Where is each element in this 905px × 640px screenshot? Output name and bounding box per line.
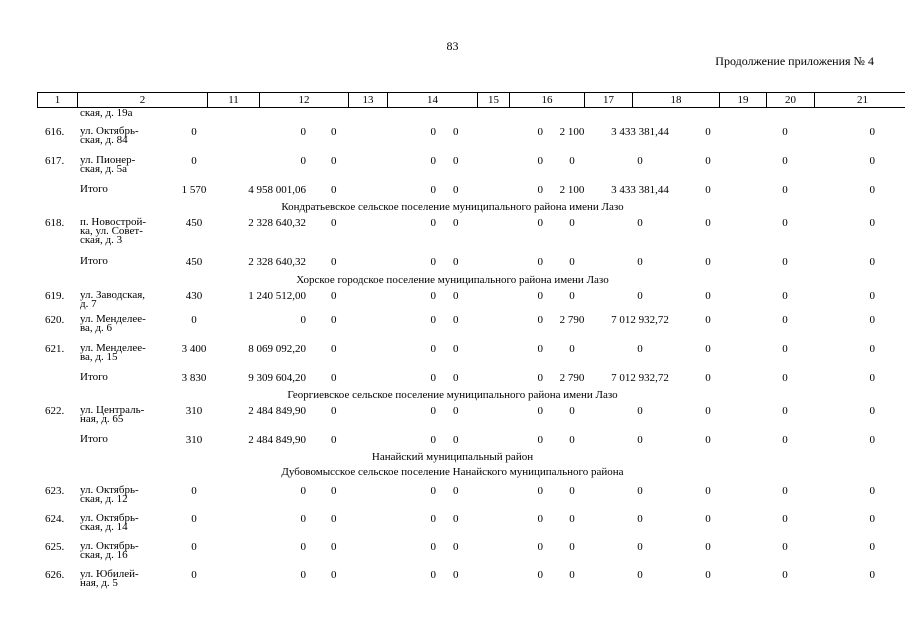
cell-col-14: 0 [430,184,436,196]
cell-col-19: 0 [705,569,711,581]
cell-col-14: 0 [430,126,436,138]
cell-col-21: 0 [869,372,875,384]
cell-col-15: 0 [453,434,459,446]
cell-col-13: 0 [331,434,337,446]
cell-col-13: 0 [331,126,337,138]
column-header: 18 [633,93,720,108]
cell-col-17: 0 [569,343,575,355]
cell-col-14: 0 [430,256,436,268]
cell-col-14: 0 [430,155,436,167]
section-title: Кондратьевское сельское поселение муниципального района имени Лазо [281,201,624,213]
cell-col-20: 0 [782,126,788,138]
cell-col-19: 0 [705,485,711,497]
cell-col-13: 0 [331,184,337,196]
cell-col-15: 0 [453,256,459,268]
column-header: 16 [510,93,585,108]
row-number: 626. [45,569,65,581]
cell-col-11: 450 [185,256,203,268]
row-number: 616. [45,126,65,138]
cell-col-13: 0 [331,372,337,384]
cell-col-17: 2 100 [559,126,585,138]
cell-col-11: 3 830 [181,372,207,384]
row-number: 619. [45,290,65,302]
address-cell: п. Новострой- ка, ул. Совет- ская, д. 3 [80,216,147,246]
cell-col-13: 0 [331,343,337,355]
column-header: 2 [78,93,208,108]
cell-col-17: 0 [569,541,575,553]
table-row [0,218,905,257]
cell-col-17: 2 790 [559,314,585,326]
cell-col-14: 0 [430,290,436,302]
row-number: 624. [45,513,65,525]
section-title: Георгиевское сельское поселение муниципального района имени Лазо [287,389,618,401]
cell-col-13: 0 [331,541,337,553]
cell-col-20: 0 [782,434,788,446]
table-row [0,344,905,373]
column-header: 13 [349,93,388,108]
cell-col-18: 0 [637,485,643,497]
cell-col-21: 0 [869,343,875,355]
cell-col-12: 0 [300,513,306,525]
address-cell: ул. Менделее- ва, д. 6 [80,313,146,334]
cell-col-21: 0 [869,405,875,417]
cell-col-11: 0 [191,569,197,581]
cell-col-18: 0 [637,155,643,167]
cell-col-12: 2 328 640,32 [248,217,306,229]
cell-col-13: 0 [331,405,337,417]
cell-col-16: 0 [537,314,543,326]
row-number: 621. [45,343,65,355]
cell-col-13: 0 [331,569,337,581]
column-header-table [37,92,905,108]
table-row [0,406,905,435]
cell-col-12: 1 240 512,00 [248,290,306,302]
cell-col-21: 0 [869,256,875,268]
continuation-label: Продолжение приложения № 4 [715,54,874,68]
cell-col-20: 0 [782,155,788,167]
cell-col-17: 2 100 [559,184,585,196]
cell-col-18: 0 [637,343,643,355]
carry-over-text: ская, д. 19а [80,107,133,119]
address-cell: ул. Октябрь- ская, д. 14 [80,512,139,533]
cell-col-16: 0 [537,372,543,384]
cell-col-21: 0 [869,155,875,167]
row-number: 625. [45,541,65,553]
cell-col-14: 0 [430,217,436,229]
cell-col-18: 3 433 381,44 [611,184,669,196]
cell-col-11: 1 570 [181,184,207,196]
cell-col-19: 0 [705,314,711,326]
cell-col-11: 310 [185,405,203,417]
section-title: Хорское городское поселение муниципального района имени Лазо [296,274,609,286]
cell-col-18: 7 012 932,72 [611,314,669,326]
cell-col-19: 0 [705,217,711,229]
cell-col-11: 3 400 [181,343,207,355]
cell-col-18: 3 433 381,44 [611,126,669,138]
cell-col-14: 0 [430,405,436,417]
cell-col-20: 0 [782,541,788,553]
cell-col-12: 0 [300,485,306,497]
address-cell: ул. Октябрь- ская, д. 12 [80,484,139,505]
cell-col-13: 0 [331,155,337,167]
cell-col-19: 0 [705,184,711,196]
cell-col-18: 0 [637,256,643,268]
column-header: 1 [38,93,78,108]
cell-col-13: 0 [331,485,337,497]
cell-col-15: 0 [453,155,459,167]
page-number: 83 [446,39,459,53]
table-row [0,542,905,570]
cell-col-19: 0 [705,155,711,167]
cell-col-18: 0 [637,217,643,229]
cell-col-12: 2 484 849,90 [248,405,306,417]
row-number: 620. [45,314,65,326]
cell-col-20: 0 [782,256,788,268]
cell-col-19: 0 [705,126,711,138]
cell-col-14: 0 [430,314,436,326]
cell-col-20: 0 [782,217,788,229]
cell-col-20: 0 [782,290,788,302]
cell-col-17: 0 [569,569,575,581]
cell-col-19: 0 [705,513,711,525]
cell-col-13: 0 [331,314,337,326]
cell-col-18: 0 [637,541,643,553]
cell-col-15: 0 [453,126,459,138]
cell-col-21: 0 [869,217,875,229]
cell-col-14: 0 [430,569,436,581]
cell-col-20: 0 [782,569,788,581]
cell-col-20: 0 [782,405,788,417]
column-header: 12 [260,93,349,108]
cell-col-15: 0 [453,513,459,525]
row-number: 617. [45,155,65,167]
total-label: Итого [80,255,108,267]
cell-col-19: 0 [705,343,711,355]
cell-col-16: 0 [537,485,543,497]
cell-col-18: 0 [637,513,643,525]
cell-col-16: 0 [537,155,543,167]
cell-col-21: 0 [869,126,875,138]
cell-col-17: 0 [569,405,575,417]
cell-col-17: 0 [569,155,575,167]
cell-col-17: 0 [569,513,575,525]
total-label: Итого [80,433,108,445]
table-row [0,514,905,542]
section-title: Нанайский муниципальный район [371,451,534,463]
cell-col-14: 0 [430,343,436,355]
cell-col-16: 0 [537,290,543,302]
cell-col-20: 0 [782,343,788,355]
cell-col-20: 0 [782,513,788,525]
row-number: 622. [45,405,65,417]
cell-col-19: 0 [705,290,711,302]
cell-col-21: 0 [869,485,875,497]
cell-col-11: 0 [191,126,197,138]
cell-col-20: 0 [782,372,788,384]
address-cell: ул. Заводская, д. 7 [80,289,146,310]
total-label: Итого [80,183,108,195]
cell-col-20: 0 [782,184,788,196]
cell-col-21: 0 [869,434,875,446]
cell-col-21: 0 [869,541,875,553]
cell-col-21: 0 [869,314,875,326]
cell-col-21: 0 [869,290,875,302]
cell-col-12: 2 484 849,90 [248,434,306,446]
total-label: Итого [80,371,108,383]
cell-col-16: 0 [537,513,543,525]
cell-col-12: 9 309 604,20 [248,372,306,384]
cell-col-14: 0 [430,372,436,384]
cell-col-14: 0 [430,434,436,446]
cell-col-11: 0 [191,155,197,167]
row-number: 618. [45,217,65,229]
column-header: 17 [585,93,633,108]
cell-col-16: 0 [537,405,543,417]
address-cell: ул. Октябрь- ская, д. 16 [80,540,139,561]
cell-col-15: 0 [453,184,459,196]
cell-col-18: 0 [637,434,643,446]
cell-col-12: 4 958 001,06 [248,184,306,196]
address-cell: ул. Юбилей- ная, д. 5 [80,568,139,589]
column-header: 19 [720,93,767,108]
cell-col-17: 0 [569,434,575,446]
table-row [0,127,905,156]
cell-col-16: 0 [537,541,543,553]
cell-col-21: 0 [869,569,875,581]
cell-col-13: 0 [331,290,337,302]
column-header: 21 [815,93,905,108]
cell-col-19: 0 [705,256,711,268]
cell-col-12: 0 [300,314,306,326]
column-header: 11 [208,93,260,108]
cell-col-19: 0 [705,372,711,384]
cell-col-18: 0 [637,569,643,581]
cell-col-19: 0 [705,434,711,446]
cell-col-14: 0 [430,513,436,525]
cell-col-15: 0 [453,569,459,581]
cell-col-16: 0 [537,569,543,581]
row-number: 623. [45,485,65,497]
cell-col-15: 0 [453,372,459,384]
address-cell: ул. Менделее- ва, д. 15 [80,342,146,363]
cell-col-16: 0 [537,256,543,268]
address-cell: ул. Пионер- ская, д. 5а [80,154,136,175]
cell-col-14: 0 [430,541,436,553]
cell-col-12: 0 [300,126,306,138]
cell-col-13: 0 [331,217,337,229]
cell-col-11: 0 [191,513,197,525]
cell-col-16: 0 [537,126,543,138]
cell-col-15: 0 [453,541,459,553]
table-row [0,486,905,514]
cell-col-11: 310 [185,434,203,446]
cell-col-18: 0 [637,405,643,417]
cell-col-16: 0 [537,184,543,196]
cell-col-16: 0 [537,434,543,446]
section-title: Дубовомысское сельское поселение Нанайского муниципального района [281,466,624,478]
cell-col-12: 8 069 092,20 [248,343,306,355]
cell-col-15: 0 [453,343,459,355]
cell-col-11: 0 [191,314,197,326]
cell-col-12: 2 328 640,32 [248,256,306,268]
column-header: 15 [478,93,510,108]
cell-col-17: 0 [569,485,575,497]
cell-col-15: 0 [453,314,459,326]
cell-col-11: 0 [191,485,197,497]
address-cell: ул. Октябрь- ская, д. 84 [80,125,139,146]
cell-col-15: 0 [453,290,459,302]
cell-col-21: 0 [869,513,875,525]
address-cell: ул. Централь- ная, д. 65 [80,404,145,425]
cell-col-15: 0 [453,405,459,417]
column-header: 20 [767,93,815,108]
cell-col-13: 0 [331,256,337,268]
cell-col-11: 0 [191,541,197,553]
cell-col-20: 0 [782,314,788,326]
cell-col-16: 0 [537,217,543,229]
column-header: 14 [388,93,478,108]
cell-col-16: 0 [537,343,543,355]
cell-col-15: 0 [453,485,459,497]
cell-col-12: 0 [300,541,306,553]
cell-col-17: 2 790 [559,372,585,384]
cell-col-19: 0 [705,541,711,553]
cell-col-15: 0 [453,217,459,229]
cell-col-21: 0 [869,184,875,196]
table-row [0,315,905,344]
cell-col-14: 0 [430,485,436,497]
cell-col-13: 0 [331,513,337,525]
table-row [0,156,905,185]
table-row [0,291,905,315]
cell-col-17: 0 [569,256,575,268]
cell-col-11: 430 [185,290,203,302]
cell-col-12: 0 [300,569,306,581]
cell-col-11: 450 [185,217,203,229]
cell-col-18: 0 [637,290,643,302]
cell-col-19: 0 [705,405,711,417]
cell-col-12: 0 [300,155,306,167]
cell-col-17: 0 [569,290,575,302]
column-header-row [38,93,905,108]
cell-col-18: 7 012 932,72 [611,372,669,384]
table-row [0,570,905,598]
cell-col-17: 0 [569,217,575,229]
cell-col-20: 0 [782,485,788,497]
